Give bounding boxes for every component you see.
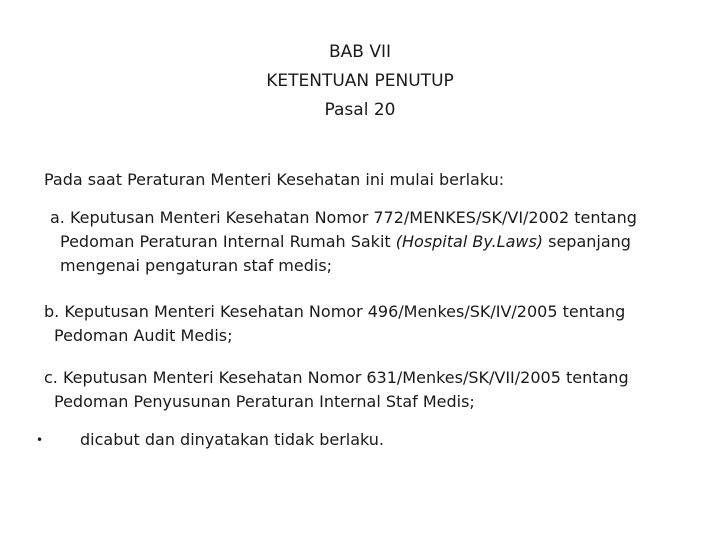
heading-block <box>0 38 720 125</box>
bullet-icon: • <box>36 433 44 447</box>
list-item-b-line2: Pedoman Audit Medis; <box>54 326 233 345</box>
bullet-item <box>36 428 384 452</box>
list-item-b <box>44 300 625 348</box>
list-item-a-line2-tail: sepanjang <box>543 232 631 251</box>
list-item-a-line2-text: Pedoman Peraturan Internal Rumah Sakit <box>60 232 396 251</box>
list-item-c-line1: c. Keputusan Menteri Kesehatan Nomor 631/Menkes/SK/VII/2005 tentang <box>44 368 629 387</box>
intro-text: Pada saat Peraturan Menteri Kesehatan ini mulai berlaku: <box>44 170 505 189</box>
list-item-a-line2 <box>50 230 637 254</box>
list-item-c <box>44 366 629 414</box>
list-item-a-italic-term: (Hospital By.Laws) <box>395 232 544 251</box>
list-item-a <box>50 206 637 278</box>
list-item-c-line2: Pedoman Penyusunan Peraturan Internal Staf Medis; <box>54 392 475 411</box>
list-item-b-line1: b. Keputusan Menteri Kesehatan Nomor 496/Menkes/SK/IV/2005 tentang <box>44 302 626 321</box>
chapter-label: BAB VII <box>328 42 391 62</box>
list-item-a-line1: a. Keputusan Menteri Kesehatan Nomor 772/MENKES/SK/VI/2002 tentang <box>50 208 637 227</box>
list-item-a-line3: mengenai pengaturan staf medis; <box>60 256 333 275</box>
chapter-title: KETENTUAN PENUTUP <box>266 71 454 91</box>
bullet-text: dicabut dan dinyatakan tidak berlaku. <box>80 430 385 449</box>
article-label: Pasal 20 <box>324 100 396 120</box>
